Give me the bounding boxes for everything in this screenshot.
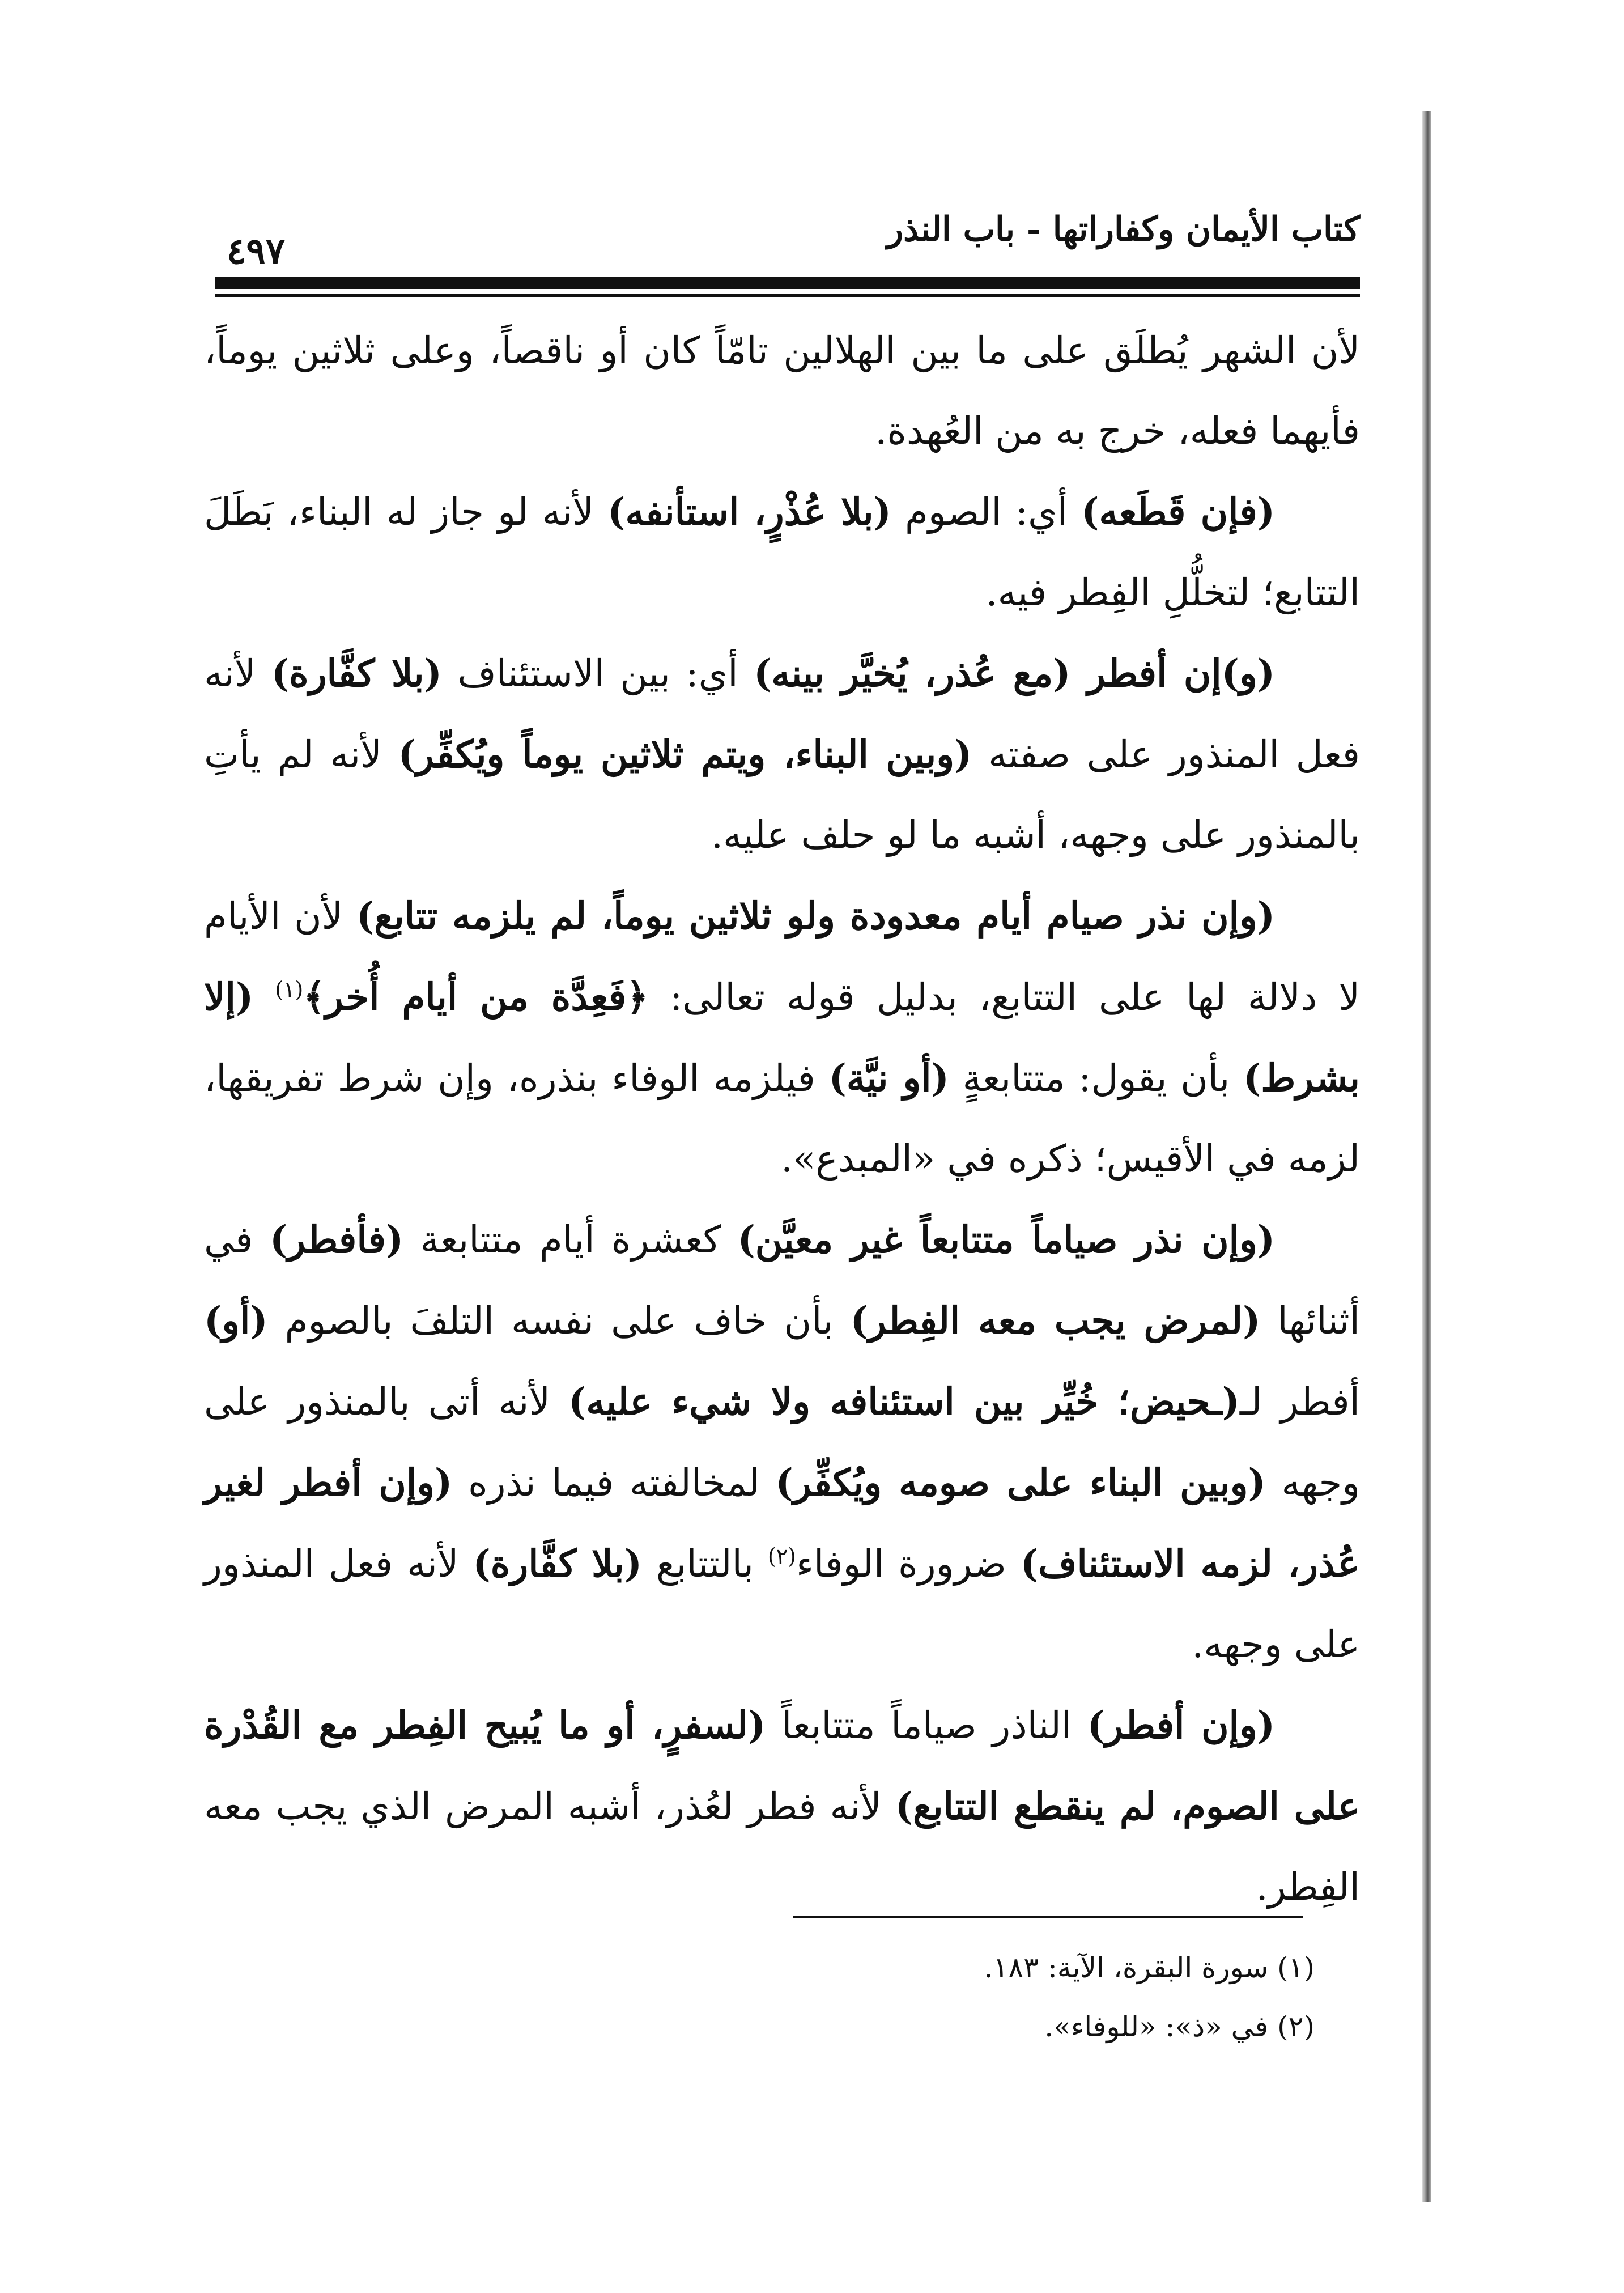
matn-text: (فإن قَطَعه) — [1081, 490, 1275, 534]
matn-text: (بلا كفَّارة) — [271, 651, 442, 695]
running-title: كتاب الأيمان وكفاراتها - باب النذر — [887, 210, 1360, 249]
commentary-text: لأنه فعل المنذور على صفته — [204, 652, 1360, 776]
matn-text: ﴿فَعِدَّة من أيام أُخر﴾ — [303, 975, 649, 1019]
footnote-2: (٢) في «ذ»: «للوفاء». — [1044, 2010, 1315, 2043]
paragraph — [204, 472, 1360, 633]
commentary-text: لأنه لو جاز له البناء، بَطَلَ التتابع؛ لتخلُّلِ الفِطر فيه. — [204, 490, 1360, 614]
commentary-text: فيلزمه الوفاء بنذره، وإن شرط تفريقها، لزمه في الأقيس؛ ذكره في «المبدع». — [204, 1056, 1360, 1181]
matn-text: (وإن نذر صياماً متتابعاً غير معيَّن) — [737, 1217, 1275, 1262]
matn-text: (وبين البناء على صومه ويُكفِّر) — [775, 1460, 1266, 1505]
matn-text: (مع عُذر، يُخيَّر بينه) — [754, 651, 1071, 695]
commentary-text: أفطر لـ — [1239, 1380, 1360, 1424]
page-header — [215, 210, 1360, 278]
commentary-text: ضرورة الوفاء — [796, 1542, 1021, 1586]
commentary-text: لأنه فعل المنذور على وجهه. — [204, 1542, 1360, 1666]
matn-text: (أو نيَّة) — [828, 1056, 949, 1100]
paragraph — [204, 311, 1360, 472]
matn-text: (وإن نذر صيام أيام معدودة ولو ثلاثين يوماً، لم يلزمه تتابع) — [356, 894, 1275, 938]
matn-text: (و)إن أفطر — [1070, 651, 1275, 695]
commentary-text: لمخالفته فيما نذره — [452, 1461, 776, 1505]
matn-text: (وإن أفطر لغير عُذر، لزمه الاستئناف) — [204, 1460, 1360, 1586]
commentary-text: لأن الأيام لا دلالة لها على التتابع، بدليل قوله تعالى: — [204, 894, 1361, 1019]
matn-text: (إلا بشرط) — [204, 975, 1361, 1100]
footnotes — [567, 1938, 1315, 2056]
commentary-text: في أثنائها — [204, 1218, 1360, 1343]
commentary-text: أي: الصوم — [891, 490, 1082, 534]
commentary-text: أي: بين الاستئناف — [441, 652, 754, 695]
commentary-text: بأن يقول: متتابعةٍ — [949, 1056, 1244, 1100]
matn-text: (فأفطر) — [269, 1217, 404, 1262]
page-number: ٤٩٧ — [227, 230, 286, 273]
page-binding-edge — [1422, 111, 1431, 2202]
commentary-text: لأن الشهر يُطلَق على ما بين الهلالين تامّاً كان أو ناقصاً، وعلى ثلاثين يوماً، فأيهما فعله، خرج به من العُهدة. — [204, 329, 1360, 453]
matn-text: (لسفرٍ، أو ما يُبيح الفِطر مع القُدْرة على الصوم، لم ينقطع التتابع) — [204, 1703, 1360, 1828]
commentary-text: الناذر صياماً متتابعاً — [766, 1704, 1087, 1747]
commentary-text: بأن خاف على نفسه التلفَ بالصوم — [267, 1299, 851, 1343]
commentary-text: لأنه أتى بالمنذور على وجهه — [204, 1380, 1361, 1505]
footnote-1: (١) سورة البقرة، الآية: ١٨٣. — [984, 1951, 1315, 1984]
matn-text: (وبين البناء، ويتم ثلاثين يوماً ويُكفِّر) — [398, 732, 972, 776]
matn-text: (بلا كفَّارة) — [473, 1542, 642, 1586]
main-text — [204, 311, 1360, 1927]
footnote-marker: (٢) — [767, 1544, 796, 1569]
footnote-marker: (١) — [275, 977, 304, 1002]
header-rule-thin — [215, 294, 1360, 297]
matn-text: (ـحيض؛ خُيِّر بين استئنافه ولا شيء عليه) — [568, 1379, 1240, 1424]
header-rule-thick — [215, 277, 1360, 289]
matn-text: (لمرض يجب معه الفِطر) — [850, 1298, 1261, 1343]
footnote-separator — [793, 1916, 1303, 1918]
matn-text: (بلا عُذْرٍ، استأنفه) — [607, 490, 891, 534]
commentary-text: لأنه فطر لعُذر، أشبه المرض الذي يجب معه الفِطر. — [204, 1785, 1360, 1909]
commentary-text: لأنه لم يأتِ بالمنذور على وجهه، أشبه ما لو حلف عليه. — [204, 733, 1360, 857]
paragraph — [204, 876, 1360, 1199]
paragraph — [204, 633, 1360, 876]
paragraph — [204, 1685, 1360, 1927]
matn-text: (وإن أفطر) — [1087, 1703, 1275, 1747]
paragraph — [204, 1199, 1360, 1685]
matn-text: (أو) — [204, 1298, 268, 1343]
commentary-text — [253, 975, 275, 1019]
commentary-text: كعشرة أيام متتابعة — [403, 1218, 738, 1262]
commentary-text: بالتتابع — [642, 1542, 768, 1586]
